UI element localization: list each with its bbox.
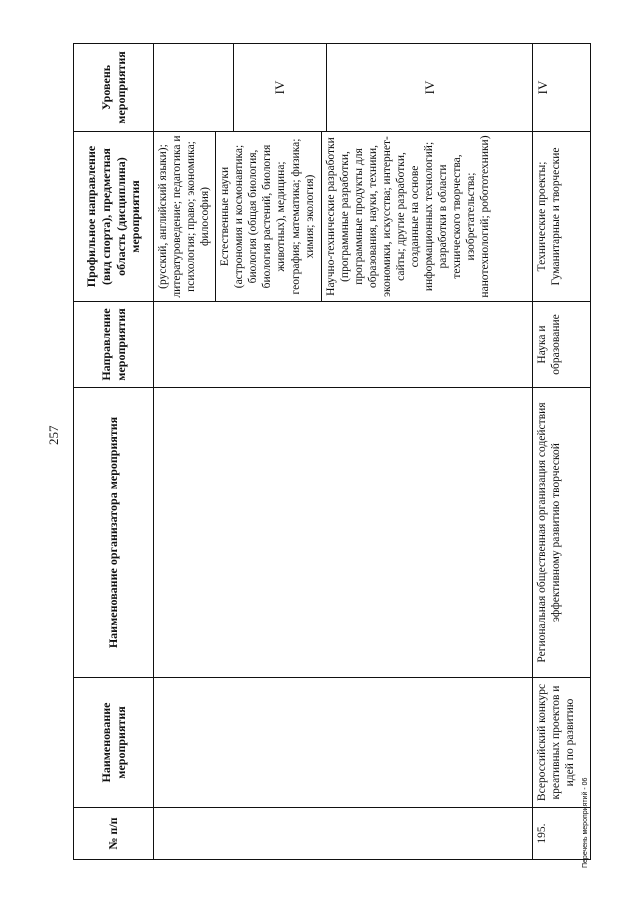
rotated-table-container [73, 44, 583, 860]
page-footer: Перечень мероприятий - 06 [582, 777, 589, 868]
table-header-row [74, 44, 154, 860]
level-cell-c: IV [327, 44, 533, 132]
header-organizer: Наименование организатора мероприятия [74, 388, 154, 678]
continuation-organizer-cell [154, 388, 533, 678]
level-cell-b: IV [234, 44, 327, 132]
event-name: Всероссийский конкурс креативных проектов и идей по развитию [533, 678, 591, 808]
event-direction: Наука и образование [533, 302, 591, 388]
event-level: IV [533, 44, 591, 132]
row-number: 195. [533, 808, 591, 860]
events-table [73, 43, 591, 860]
page-number: 257 [46, 425, 61, 445]
profile-subtable [154, 132, 532, 301]
continuation-direction-cell [154, 302, 533, 388]
header-direction: Направление мероприятия [74, 302, 154, 388]
level-cell-a [154, 44, 234, 132]
table-row-continuation-a [154, 44, 234, 860]
organizer-name: Региональная общественная организация содействия эффективному развитию творческой [533, 388, 591, 678]
profile-natural-sciences: Естественные науки (астрономия и космонавтика; биология (общая биология, биология растений, биология животных), медицина; география; математика; физика; химия; экология) [216, 132, 321, 301]
header-level: Уровень мероприятия [74, 44, 154, 132]
continuation-name-cell [154, 678, 533, 808]
event-profile: Технические проекты; Гуманитарные и творческие [533, 132, 591, 302]
header-no: № п/п [74, 808, 154, 860]
header-profile: Профильное направление (вид спорта), предметная область (дисциплина) мероприятия [74, 132, 154, 302]
profile-humanities-end: (русский, английский языки); литературоведение; педагогика и психология; право; экономика; философия) [154, 132, 216, 301]
continuation-profile-cell [154, 132, 533, 302]
table-row [533, 44, 591, 860]
continuation-no-cell [154, 808, 533, 860]
profile-scientific-technical: Научно-технические разработки (программные разработки, программные продукты для образования, науки, техники, экономики, искусства; интернет-сайты; другие разработки, созданные на основе информационных технологий; разработки в области технического творчества, изобретательства; нанотехнологий; робототехники) [324, 135, 492, 298]
header-event-name: Наименование мероприятия [74, 678, 154, 808]
